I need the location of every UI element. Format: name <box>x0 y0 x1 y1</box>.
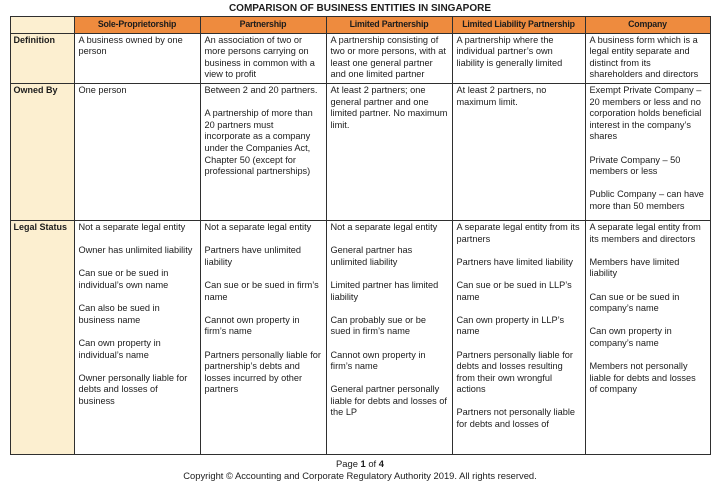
cell-owned-by-limited-liability-partnership <box>452 83 585 220</box>
cell-owned-by-company <box>585 83 710 220</box>
page-total: 4 <box>378 457 384 469</box>
cell-paragraph: Can sue or be sued in company’s name <box>589 291 680 314</box>
cell-paragraph: Members not personally liable for debts and losses of company <box>589 361 696 395</box>
cell-paragraph: Can own property in company’s name <box>589 326 672 348</box>
cell-paragraph: Between 2 and 20 partners. <box>204 84 318 95</box>
cell-paragraph: Not a separate legal entity <box>204 221 312 232</box>
cell-definition-limited-liability-partnership <box>452 33 585 83</box>
page-title: COMPARISON OF BUSINESS ENTITIES IN SINGAPORE <box>228 3 492 14</box>
comparison-table <box>10 16 711 455</box>
cell-paragraph: Cannot own property in firm’s name <box>204 314 300 337</box>
cell-legal-status-partnership <box>200 220 326 454</box>
page-number: 1 <box>360 457 366 469</box>
copyright-line: Copyright © Accounting and Corporate Regulatory Authority 2019. All rights reserved. <box>183 470 537 482</box>
cell-paragraph: Can probably sue or be sued in firm’s name <box>330 314 427 337</box>
cell-paragraph: A separate legal entity from its partners <box>456 221 580 244</box>
page-footer <box>0 458 720 483</box>
cell-paragraph: Can sue or be sued in LLP’s name <box>456 279 572 302</box>
cell-paragraph: Can own property in individual’s name <box>78 337 161 360</box>
table-row-definition <box>10 33 710 83</box>
column-header-partnership: Partnership <box>200 17 326 34</box>
cell-paragraph: At least 2 partners; one general partner and one limited partner. No maximum limit. <box>330 84 448 130</box>
cell-paragraph: Limited partner has limited liability <box>330 279 439 302</box>
column-header-sole-proprietorship: Sole-Proprietorship <box>74 17 200 34</box>
cell-paragraph: An association of two or more persons carrying on business in common with a view to profit <box>204 34 315 80</box>
cell-paragraph: Members have limited liability <box>589 256 680 279</box>
column-header-limited-partnership: Limited Partnership <box>326 17 452 34</box>
cell-legal-status-sole-proprietorship <box>74 220 200 454</box>
cell-paragraph: Partners have unlimited liability <box>204 245 302 267</box>
row-label-definition: Definition <box>10 33 74 83</box>
cell-definition-company <box>585 33 710 83</box>
cell-owned-by-limited-partnership <box>326 83 452 220</box>
column-header-blank <box>10 17 74 34</box>
cell-definition-sole-proprietorship <box>74 33 200 83</box>
cell-paragraph: Can own property in LLP’s name <box>456 314 565 337</box>
cell-paragraph: A partnership consisting of two or more persons, with at least one general partner and one limited partner <box>330 34 446 80</box>
row-label-owned-by: Owned By <box>10 83 74 220</box>
cell-paragraph: At least 2 partners, no maximum limit. <box>456 84 547 107</box>
cell-definition-limited-partnership <box>326 33 452 83</box>
cell-paragraph: Owner has unlimited liability <box>78 245 193 256</box>
cell-paragraph: A separate legal entity from its members and directors <box>589 221 701 244</box>
cell-paragraph: Partners personally liable for partnership’s debts and losses incurred by other partners <box>204 349 321 395</box>
table-row-legal-status <box>10 220 710 454</box>
page-of-word: of <box>365 457 379 469</box>
cell-paragraph: A partnership of more than 20 partners must incorporate as a company under the Companies Act, Chapter 50 (except for professional partnerships) <box>204 108 313 177</box>
cell-paragraph: Private Company – 50 members or less <box>589 154 681 177</box>
cell-owned-by-partnership <box>200 83 326 220</box>
row-label-legal-status: Legal Status <box>10 220 74 454</box>
table-row-owned-by <box>10 83 710 220</box>
cell-paragraph: Can sue or be sued in individual’s own name <box>78 268 169 290</box>
column-header-company: Company <box>585 17 710 34</box>
cell-paragraph: Not a separate legal entity <box>330 221 438 232</box>
cell-paragraph: General partner personally liable for debts and losses of the LP <box>330 384 447 418</box>
cell-paragraph: Cannot own property in firm’s name <box>330 349 426 372</box>
cell-paragraph: Owner personally liable for debts and losses of business <box>78 372 188 406</box>
cell-legal-status-company <box>585 220 710 454</box>
cell-paragraph: Can sue or be sued in firm’s name <box>204 279 319 302</box>
table-header-row <box>10 17 710 34</box>
cell-legal-status-limited-liability-partnership <box>452 220 585 454</box>
cell-paragraph: Can also be sued in business name <box>78 303 160 325</box>
cell-paragraph: Partners have limited liability <box>456 256 573 267</box>
cell-legal-status-limited-partnership <box>326 220 452 454</box>
cell-paragraph: A business form which is a legal entity separate and distinct from its shareholders and directors <box>589 34 699 80</box>
cell-paragraph: A business owned by one person <box>78 34 183 57</box>
cell-paragraph: Exempt Private Company – 20 members or less and no corporation holds beneficial interest in the company’s shares <box>589 84 702 142</box>
cell-paragraph: One person <box>78 84 127 95</box>
cell-paragraph: Partners not personally liable for debts and losses of <box>456 407 575 430</box>
cell-definition-partnership <box>200 33 326 83</box>
cell-paragraph: Not a separate legal entity <box>78 221 186 232</box>
page-word: Page <box>336 457 361 469</box>
cell-paragraph: Public Company – can have more than 50 members <box>589 189 704 211</box>
cell-paragraph: Partners personally liable for debts and losses resulting from their own wrongful actions <box>456 349 573 395</box>
page-number-line <box>0 458 720 471</box>
cell-owned-by-sole-proprietorship <box>74 83 200 220</box>
cell-paragraph: General partner has unlimited liability <box>330 245 413 267</box>
column-header-limited-liability-partnership: Limited Liability Partnership <box>452 17 585 34</box>
cell-paragraph: A partnership where the individual partner’s own liability is generally limited <box>456 34 563 68</box>
